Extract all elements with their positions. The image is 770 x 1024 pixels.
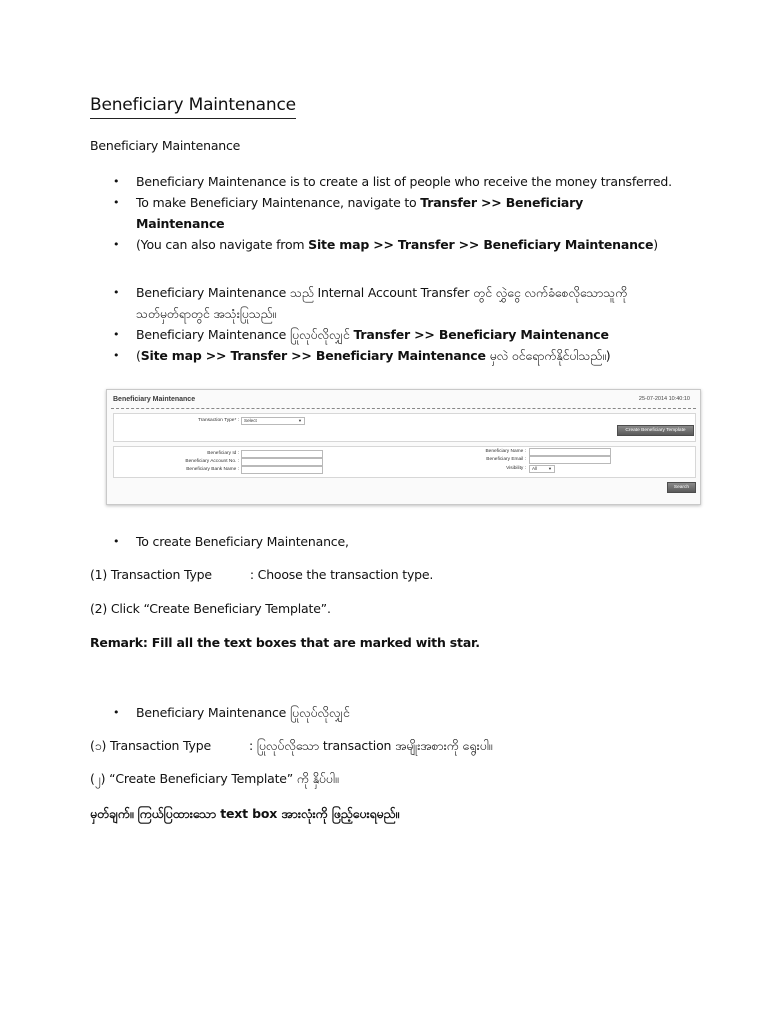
beneficiary-email-label: Beneficiary Email : (486, 457, 526, 462)
section-subtitle: Beneficiary Maintenance (90, 138, 241, 153)
step-text: : Choose the transaction type. (249, 567, 434, 582)
step-1-myanmar (90, 738, 492, 757)
transaction-type-panel (113, 413, 696, 442)
step-2-myanmar: (၂) “Create Beneficiary Template” ကို နှိပ်ပါ။ (90, 771, 339, 786)
step-number: (1) Transaction Type (90, 567, 212, 582)
dashed-divider (111, 408, 696, 409)
step-number: (၁) Transaction Type (90, 738, 211, 753)
navigation-path: Transfer >> Beneficiary Maintenance (136, 195, 584, 231)
list-item-text: Beneficiary Maintenance သည် Internal Account Transfer တွင် လွှဲငွေ လက်ခံစေလိုသောသူကို (136, 285, 628, 300)
remark-myanmar: မှတ်ချက်။ ကြယ်ပြထားသော text box အားလုံးကို ဖြည့်ပေးရမည်။ (90, 806, 399, 821)
beneficiary-form-screenshot (106, 389, 701, 505)
search-criteria-panel (113, 446, 696, 478)
visibility-value: All (532, 466, 538, 471)
list-item-text: Beneficiary Maintenance is to create a list of people who receive the money transferred. (136, 174, 672, 189)
english-intro-list (113, 171, 673, 255)
list-item (113, 171, 673, 192)
page-title: Beneficiary Maintenance (90, 95, 296, 119)
list-item (113, 702, 673, 723)
list-item-text: To create Beneficiary Maintenance, (136, 534, 349, 549)
english-steps-list (113, 531, 673, 552)
myanmar-intro-list (113, 282, 673, 366)
list-item (113, 531, 673, 552)
list-item (113, 282, 673, 324)
account-no-label: Beneficiary Account No. : (185, 459, 239, 464)
visibility-label: Visibility : (506, 466, 526, 471)
chevron-down-icon: ▼ (548, 466, 552, 471)
account-no-input[interactable] (241, 458, 323, 466)
list-item (113, 234, 673, 255)
list-item-text: To make Beneficiary Maintenance, navigate to (136, 195, 421, 210)
chevron-down-icon: ▼ (298, 418, 302, 423)
bank-name-input[interactable] (241, 466, 323, 474)
step-text: : ပြုလုပ်လိုသော transaction အမျိုးအစားကို ရွေးပါ။ (248, 738, 493, 753)
list-item-text: (You can also navigate from (136, 237, 309, 252)
beneficiary-email-input[interactable] (529, 456, 611, 464)
beneficiary-id-label: Beneficiary Id : (207, 451, 239, 456)
form-title: Beneficiary Maintenance (113, 396, 196, 403)
transaction-type-label: Transaction Type* : (197, 418, 239, 423)
list-item-text: သတ်မှတ်ရာတွင် အသုံးပြုသည်။ (136, 306, 277, 321)
beneficiary-name-input[interactable] (529, 448, 611, 456)
list-item-text: ( (136, 348, 141, 363)
transaction-type-select[interactable] (241, 417, 305, 425)
list-item (113, 324, 673, 345)
navigation-path: Transfer >> Beneficiary Maintenance (353, 327, 609, 342)
remark-english: Remark: Fill all the text boxes that are marked with star. (90, 635, 480, 650)
create-beneficiary-template-button[interactable]: Create Beneficiary Template (617, 425, 694, 436)
step-1-english (90, 567, 433, 582)
list-item-text: မှလဲ ဝင်ရောက်နိုင်ပါသည်။) (485, 348, 611, 363)
navigation-path: Site map >> Transfer >> Beneficiary Maintenance (140, 348, 486, 363)
transaction-type-value: Select (244, 418, 257, 423)
visibility-select[interactable] (529, 465, 555, 473)
form-datetime: 25-07-2014 10:40:10 (638, 396, 690, 402)
list-item (113, 192, 673, 234)
navigation-path: Site map >> Transfer >> Beneficiary Maintenance (308, 237, 654, 252)
beneficiary-id-input[interactable] (241, 450, 323, 458)
search-button[interactable]: Search (667, 482, 696, 493)
bank-name-label: Beneficiary Bank Name : (186, 467, 239, 472)
list-item-text: Beneficiary Maintenance ပြုလုပ်လိုလျှင် (136, 327, 354, 342)
beneficiary-name-label: Beneficiary Name : (485, 449, 526, 454)
list-item-text: Beneficiary Maintenance ပြုလုပ်လိုလျှင် (136, 705, 350, 720)
step-2-english: (2) Click “Create Beneficiary Template”. (90, 601, 331, 616)
list-item (113, 345, 673, 366)
myanmar-steps-list (113, 702, 673, 723)
list-item-text: ) (653, 237, 658, 252)
